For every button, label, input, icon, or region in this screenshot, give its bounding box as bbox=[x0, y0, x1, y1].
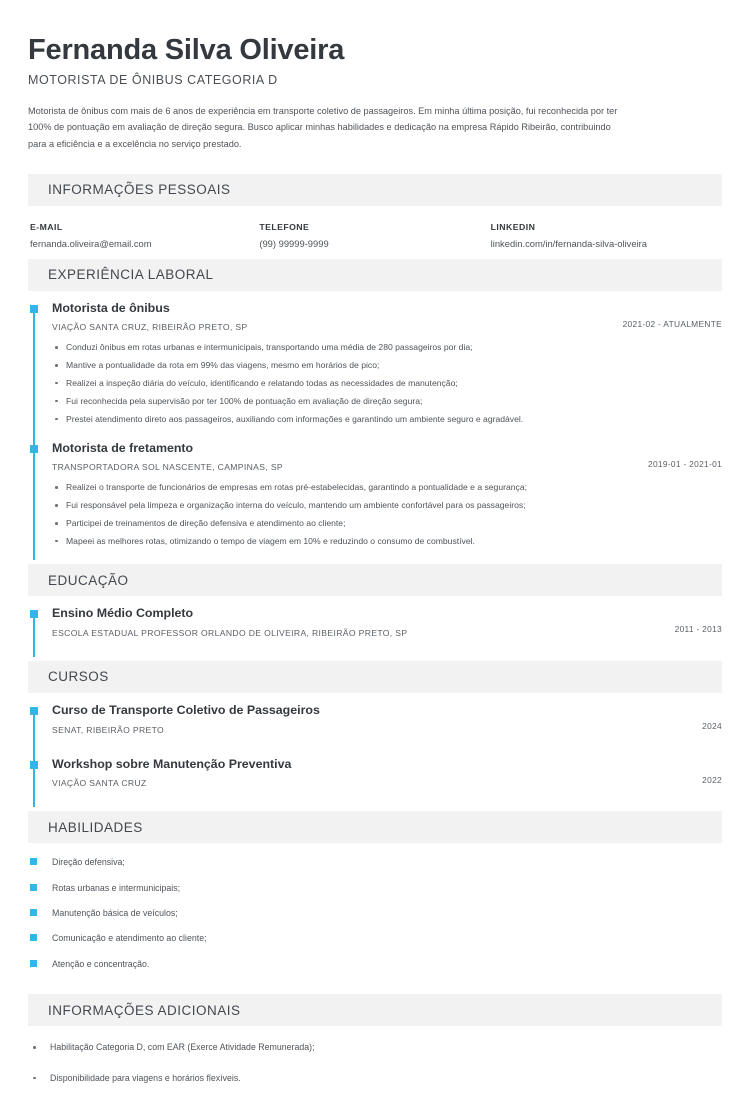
personal-info-value[interactable]: fernanda.oliveira@email.com bbox=[30, 237, 152, 249]
course-entries bbox=[28, 693, 722, 811]
entry-bullet: Prestei atendimento direto aos passageiros, auxiliando com informações e garantindo um ambiente seguro e agradável. bbox=[52, 413, 548, 426]
candidate-job-title: MOTORISTA DE ÔNIBUS CATEGORIA D bbox=[28, 73, 278, 88]
timeline-entry-body bbox=[52, 302, 562, 442]
section-header-courses bbox=[28, 661, 722, 693]
timeline-rail bbox=[33, 446, 35, 560]
section-title: EXPERIÊNCIA LABORAL bbox=[48, 267, 214, 283]
entry-organization: VIAÇÃO SANTA CRUZ, RIBEIRÃO PRETO, SP bbox=[52, 322, 248, 333]
skill-item: Comunicação e atendimento ao cliente; bbox=[28, 933, 722, 944]
entry-bullet: Fui reconhecida pela supervisão por ter 100% de pontuação em avaliação de direção segura; bbox=[52, 395, 548, 408]
entry-bullet: Mantive a pontualidade da rota em 99% das viagens, mesmo em horários de pico; bbox=[52, 359, 548, 372]
experience-entries bbox=[28, 291, 722, 565]
timeline-entry bbox=[28, 704, 722, 758]
timeline-entry-body bbox=[52, 607, 562, 661]
entry-bullet: Realizei o transporte de funcionários de empresas em rotas pré-estabelecidas, garantindo a pontualidade e a segurança; bbox=[52, 481, 548, 494]
resume-header bbox=[28, 0, 722, 152]
personal-info-label: TELEFONE bbox=[259, 221, 310, 232]
skill-item: Rotas urbanas e intermunicipais; bbox=[28, 883, 722, 894]
entry-dates: 2022 bbox=[702, 774, 722, 785]
personal-info-item bbox=[491, 222, 722, 249]
entry-dates: 2021-02 - ATUALMENTE bbox=[622, 318, 722, 329]
personal-info-grid bbox=[28, 206, 722, 259]
entry-organization: ESCOLA ESTADUAL PROFESSOR ORLANDO DE OLIVEIRA, RIBEIRÃO PRETO, SP bbox=[52, 627, 408, 638]
skill-item: Atenção e concentração. bbox=[28, 959, 722, 970]
timeline-marker-icon bbox=[30, 707, 38, 715]
entry-title: Workshop sobre Manutenção Preventiva bbox=[52, 756, 292, 771]
timeline-rail bbox=[33, 306, 35, 448]
entry-bullet: Mapeei as melhores rotas, otimizando o tempo de viagem em 10% e reduzindo o consumo de combustível. bbox=[52, 535, 548, 548]
timeline-rail bbox=[33, 708, 35, 764]
section-header-skills bbox=[28, 811, 722, 843]
entry-organization: TRANSPORTADORA SOL NASCENTE, CAMPINAS, SP bbox=[52, 462, 283, 473]
section-header-education bbox=[28, 564, 722, 596]
entry-organization: SENAT, RIBEIRÃO PRETO bbox=[52, 724, 165, 735]
skill-item: Manutenção básica de veículos; bbox=[28, 908, 722, 919]
personal-info-item bbox=[259, 222, 490, 249]
additional-info-list bbox=[28, 1026, 722, 1109]
entry-bullet: Participei de treinamentos de direção defensiva e atendimento ao cliente; bbox=[52, 517, 548, 530]
personal-info-item bbox=[28, 222, 259, 249]
section-title: INFORMAÇÕES PESSOAIS bbox=[48, 182, 231, 198]
additional-info-item: Habilitação Categoria D, com EAR (Exerce Atividade Remunerada); bbox=[28, 1042, 722, 1053]
section-title: CURSOS bbox=[48, 669, 109, 685]
timeline-entry bbox=[28, 758, 722, 812]
personal-info-label: LINKEDIN bbox=[490, 221, 536, 232]
entry-bullet: Fui responsável pela limpeza e organização interna do veículo, mantendo um ambiente confortável para os passageiros; bbox=[52, 499, 548, 512]
entry-bullet-list bbox=[52, 481, 548, 548]
timeline-marker-icon bbox=[30, 761, 38, 769]
professional-summary: Motorista de ônibus com mais de 6 anos de experiência em transporte coletivo de passageiros. Em minha última posição, fui reconhecida por ter 100% de pontuação em avaliação de direção segura. Busco aplicar minhas habilidades e dedicação na empresa Rápido Ribeirão, contribuindo para a eficiência e a excelência no serviço prestado. bbox=[28, 106, 618, 149]
section-header-experience bbox=[28, 259, 722, 291]
section-header-personal-info bbox=[28, 174, 722, 206]
education-entries bbox=[28, 596, 722, 661]
entry-title: Curso de Transporte Coletivo de Passageiros bbox=[52, 702, 320, 717]
additional-info-item: Disponibilidade para viagens e horários flexíveis. bbox=[28, 1073, 722, 1084]
timeline-entry bbox=[28, 607, 722, 661]
personal-info-value[interactable]: (99) 99999-9999 bbox=[259, 237, 329, 249]
skills-list bbox=[28, 843, 722, 990]
entry-title: Motorista de fretamento bbox=[52, 440, 194, 455]
timeline-entry bbox=[28, 442, 722, 564]
personal-info-value[interactable]: linkedin.com/in/fernanda-silva-oliveira bbox=[490, 237, 647, 249]
section-header-additional-info bbox=[28, 994, 722, 1026]
entry-title: Ensino Médio Completo bbox=[52, 606, 194, 621]
section-title: INFORMAÇÕES ADICIONAIS bbox=[48, 1002, 241, 1018]
timeline-marker-icon bbox=[30, 305, 38, 313]
section-title: HABILIDADES bbox=[48, 819, 143, 835]
timeline-entry-body bbox=[52, 442, 562, 564]
entry-dates: 2024 bbox=[702, 720, 722, 731]
skill-item: Direção defensiva; bbox=[28, 857, 722, 868]
timeline-entry-body bbox=[52, 758, 562, 812]
personal-info-label: E-MAIL bbox=[30, 221, 63, 232]
entry-dates: 2011 - 2013 bbox=[674, 624, 722, 635]
entry-bullet: Realizei a inspeção diária do veículo, identificando e relatando todas as necessidades de manutenção; bbox=[52, 377, 548, 390]
timeline-entry bbox=[28, 302, 722, 442]
timeline-marker-icon bbox=[30, 610, 38, 618]
candidate-name: Fernanda Silva Oliveira bbox=[28, 34, 345, 66]
timeline-entry-body bbox=[52, 704, 562, 758]
entry-organization: VIAÇÃO SANTA CRUZ bbox=[52, 778, 147, 789]
timeline-marker-icon bbox=[30, 445, 38, 453]
entry-dates: 2019-01 - 2021-01 bbox=[647, 458, 722, 469]
section-title: EDUCAÇÃO bbox=[48, 572, 129, 588]
entry-bullet: Conduzi ônibus em rotas urbanas e intermunicipais, transportando uma média de 280 passageiros por dia; bbox=[52, 341, 548, 354]
entry-title: Motorista de ônibus bbox=[52, 300, 170, 315]
entry-bullet-list bbox=[52, 341, 548, 426]
